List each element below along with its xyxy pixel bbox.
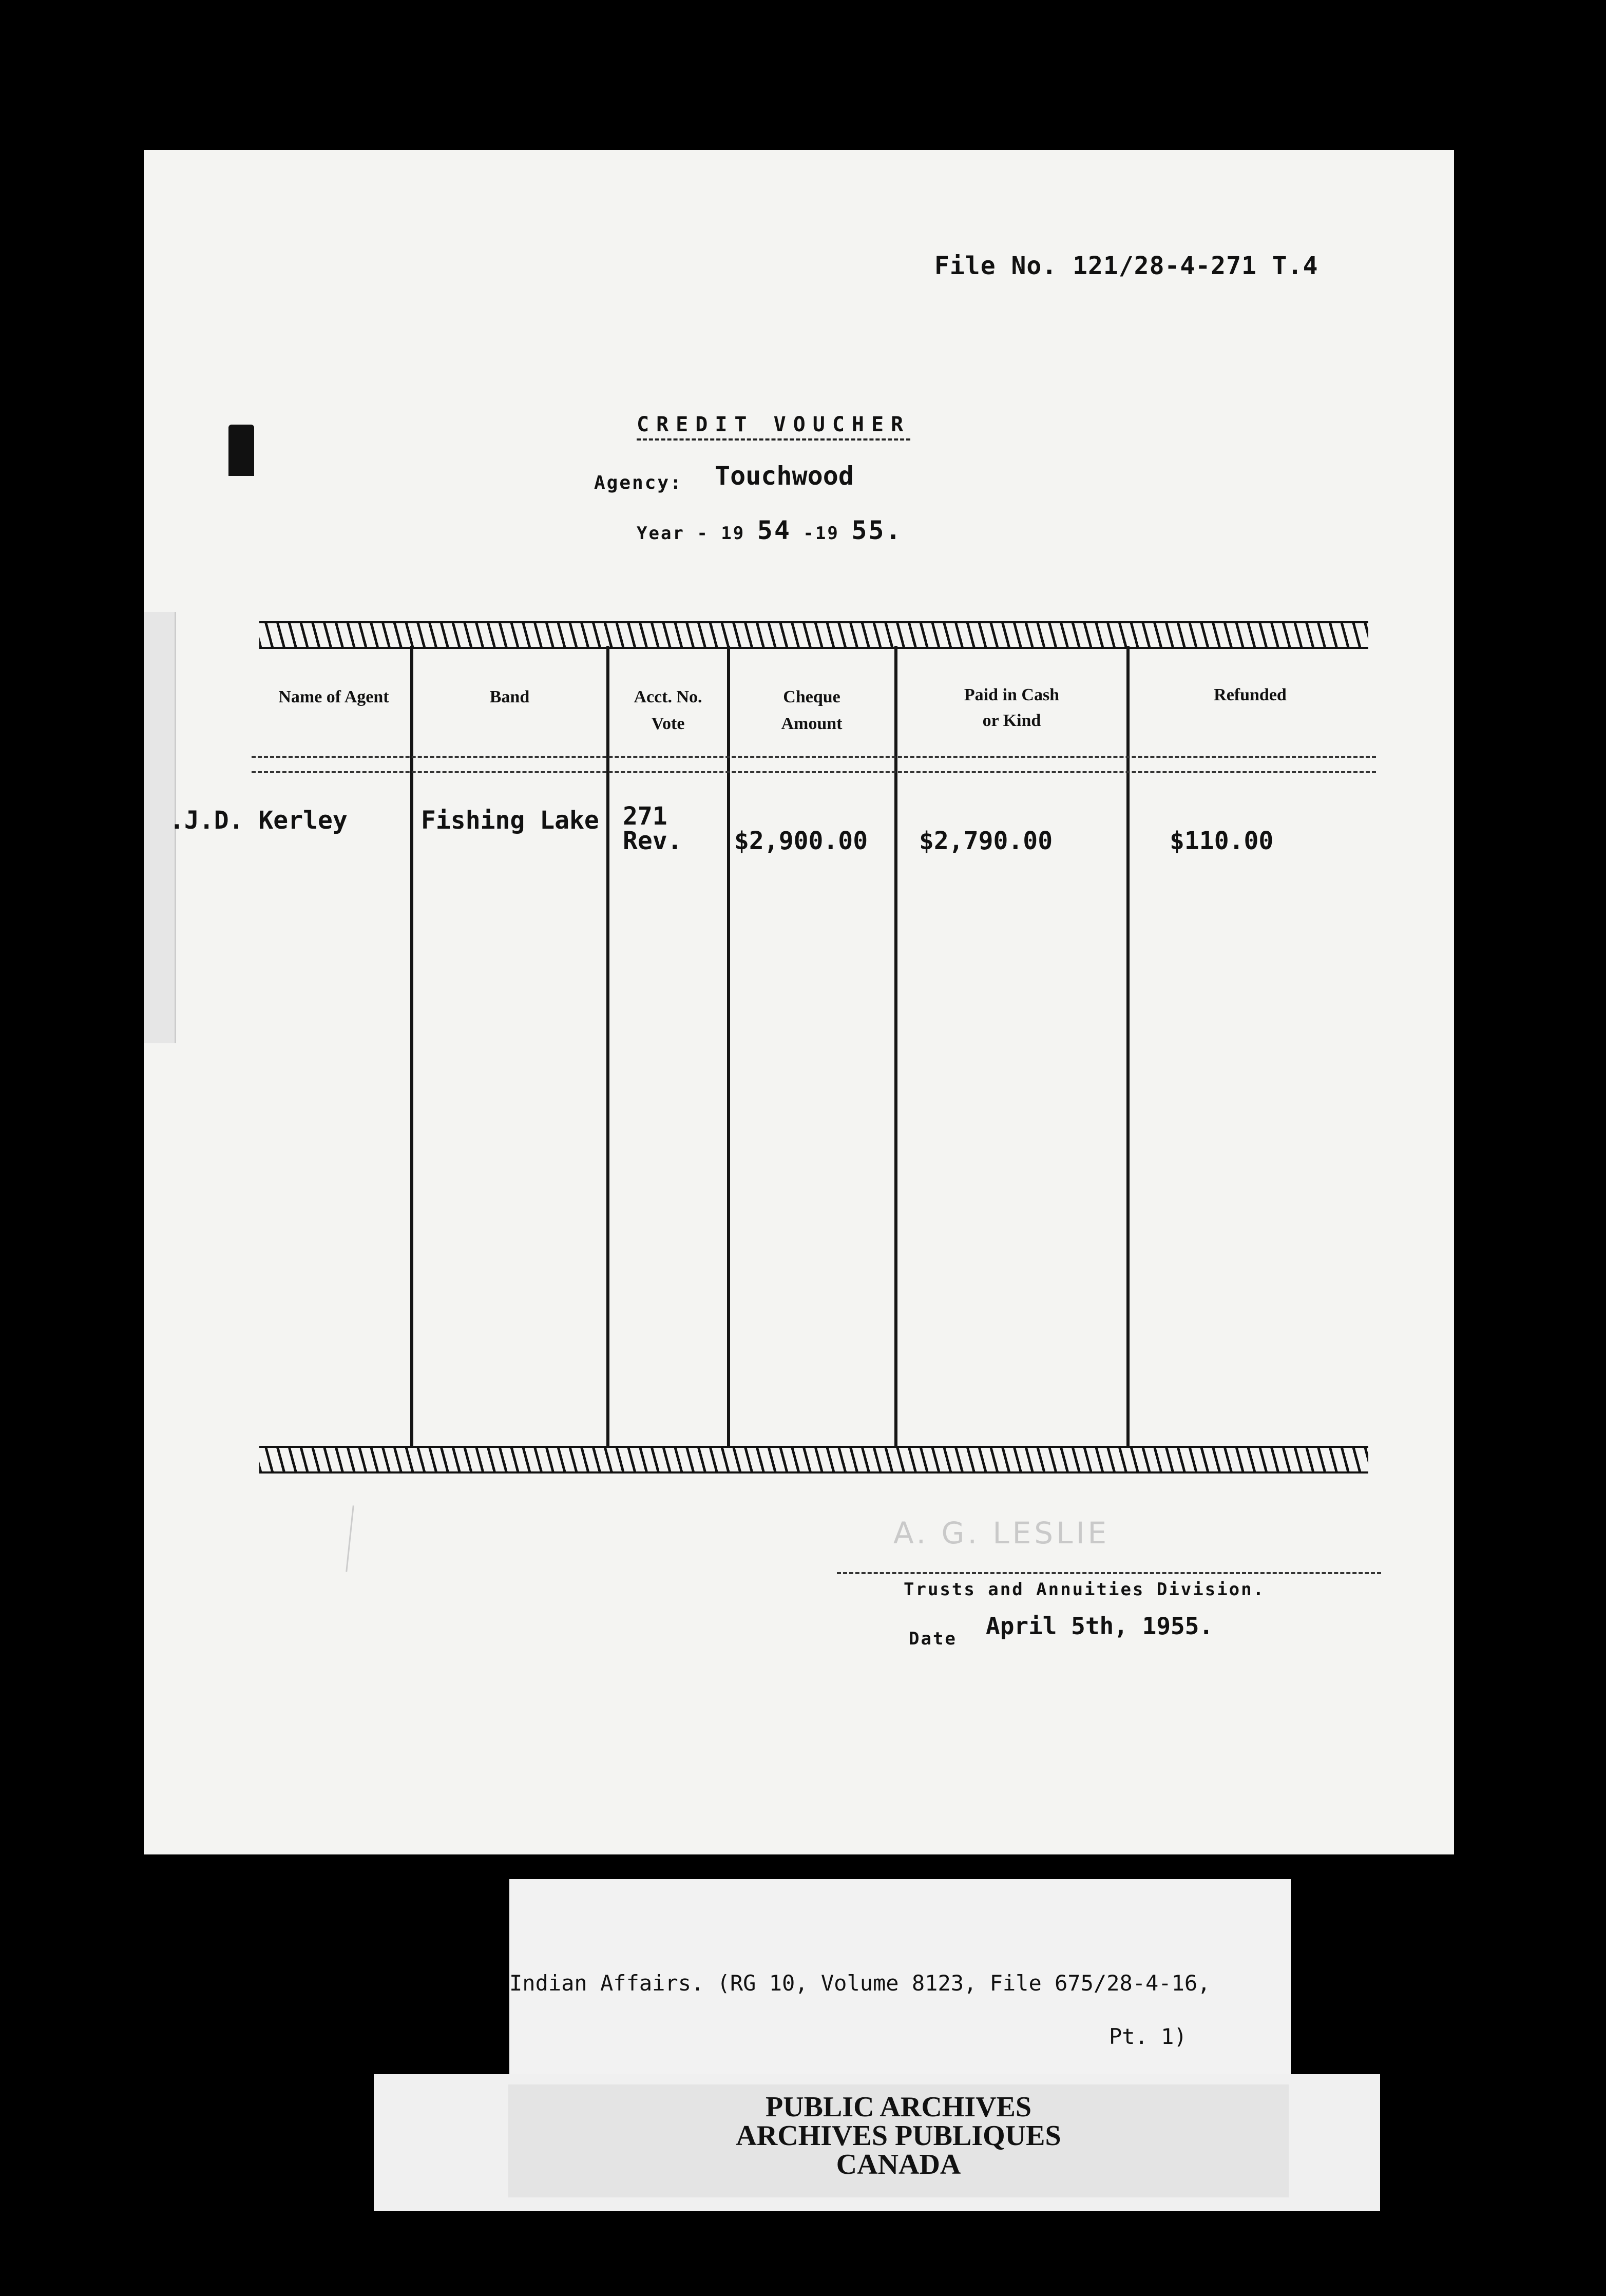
cell-cheque-amount: $2,900.00 xyxy=(734,827,868,855)
agency-label: Agency: xyxy=(594,472,683,493)
reference-line-1: Indian Affairs. (RG 10, Volume 8123, File 675/28-4-16, xyxy=(509,1970,1211,1996)
cell-agent: .J.D. Kerley xyxy=(169,806,348,835)
pencil-mark xyxy=(346,1505,354,1572)
cell-paid-cash-kind: $2,790.00 xyxy=(919,827,1053,855)
division-label: Trusts and Annuities Division. xyxy=(904,1579,1266,1600)
header-acct-no: Acct. No. xyxy=(634,687,702,706)
year-separator: -19 xyxy=(803,523,839,544)
column-divider xyxy=(606,646,609,1447)
agency-value: Touchwood xyxy=(715,461,854,491)
column-divider xyxy=(410,646,413,1447)
header-rule xyxy=(252,756,1376,758)
reference-label xyxy=(509,1879,1291,2074)
corner-mark xyxy=(228,425,254,476)
date-label: Date xyxy=(909,1629,957,1649)
header-vote: Vote xyxy=(651,714,685,733)
archives-line-1: PUBLIC ARCHIVES xyxy=(765,2091,1032,2123)
archives-inner xyxy=(508,2084,1289,2197)
date-value: April 5th, 1955. xyxy=(986,1612,1214,1640)
reference-line-2: Pt. 1) xyxy=(1109,2024,1187,2049)
year-label: Year - 19 xyxy=(637,523,745,544)
header-refunded: Refunded xyxy=(1214,685,1287,704)
header-name-of-agent: Name of Agent xyxy=(278,687,389,706)
file-number: File No. 121/28-4-271 T.4 xyxy=(934,252,1318,280)
archives-label xyxy=(374,2074,1380,2211)
signature-stamp: A. G. LESLIE xyxy=(893,1516,1110,1551)
header-cheque: Cheque xyxy=(783,687,840,706)
cell-vote: Rev. xyxy=(623,827,682,855)
column-divider xyxy=(894,646,897,1447)
archives-line-2: ARCHIVES PUBLIQUES xyxy=(736,2120,1061,2152)
year-to: 55. xyxy=(851,515,903,545)
archives-line-3: CANADA xyxy=(836,2149,961,2180)
header-or-kind: or Kind xyxy=(982,711,1041,730)
cell-refunded: $110.00 xyxy=(1170,827,1274,855)
signature-line xyxy=(837,1572,1381,1574)
column-divider xyxy=(727,646,730,1447)
year-line xyxy=(637,515,903,545)
document-title: CREDIT VOUCHER xyxy=(637,413,910,441)
header-band: Band xyxy=(489,687,530,706)
header-amount: Amount xyxy=(781,714,843,733)
header-rule xyxy=(252,771,1376,773)
year-from: 54 xyxy=(757,515,791,545)
table-bottom-border xyxy=(259,1446,1368,1474)
table-top-border xyxy=(259,621,1368,649)
cell-band: Fishing Lake xyxy=(421,806,599,835)
header-paid-in-cash: Paid in Cash xyxy=(964,685,1060,704)
cell-acct-no: 271 xyxy=(623,802,667,831)
voucher-sheet xyxy=(144,150,1454,1854)
column-divider xyxy=(1126,646,1130,1447)
